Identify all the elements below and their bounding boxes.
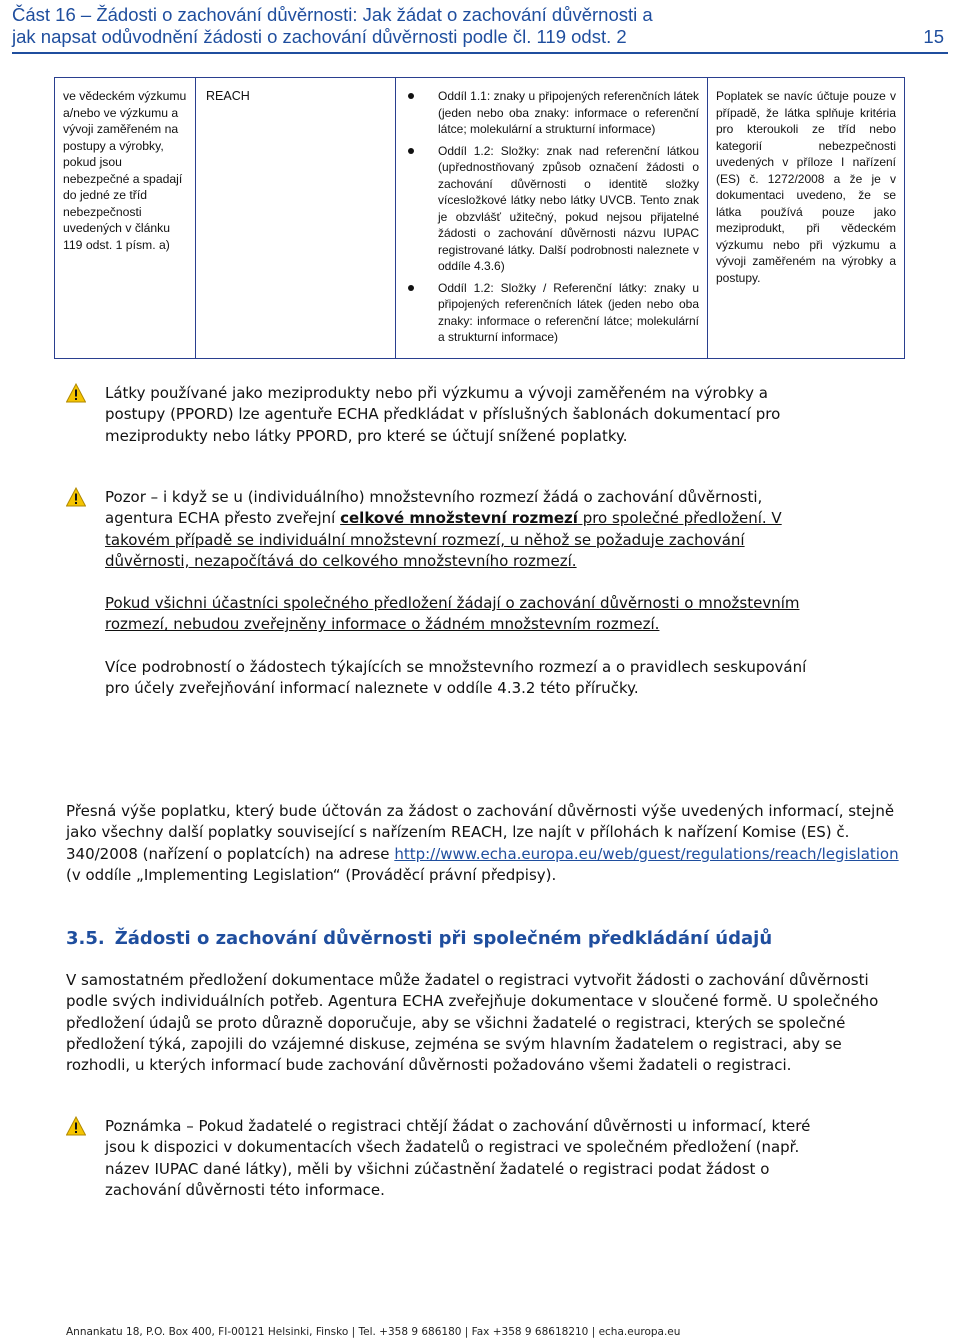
list-item bbox=[408, 143, 699, 275]
list-item-text: Oddíl 1.2: Složky / Referenční látky: znaky u připojených referenčních látek (jeden nebo oba znaky: informace o referenční látce; molekulární a strukturní informace) bbox=[438, 280, 699, 344]
note-tonnage-p1-end: pro společné předložení. V takovém případě se individuální množstevní rozmezí, u něhož se požaduje zachování důvěrnosti, nezapočítává do celkového množstevního rozmezí. bbox=[105, 509, 782, 570]
note-joint-text: Poznámka – Pokud žadatelé o registraci chtějí žádat o zachování důvěrnosti u informací, které jsou k dispozici v dokumentacích všech žadatelů o registraci ve společném předložení (např. název IUPAC dané látky), měli by všichni zúčastnění žadatelé o registraci podat žádost o zachování důvěrnosti této informace. bbox=[105, 1117, 811, 1199]
note-tonnage-p2: Pokud všichni účastníci společného předložení žádají o zachování důvěrnosti o množstevním rozmezí, nebudou zveřejněny informace o žádném množstevním rozmezí. bbox=[105, 594, 800, 634]
note-ppord bbox=[66, 383, 826, 447]
legislation-link[interactable]: http://www.echa.europa.eu/web/guest/regulations/reach/legislation bbox=[394, 844, 899, 863]
note-joint bbox=[66, 1116, 826, 1201]
warning-icon bbox=[66, 1116, 86, 1136]
list-item bbox=[408, 280, 699, 346]
page-header bbox=[12, 4, 948, 54]
note-tonnage bbox=[66, 487, 826, 699]
list-item-text: Oddíl 1.1: znaky u připojených referenčních látek (jeden nebo oba znaky: informace o referenční látce; molekulární a strukturní informace) bbox=[438, 89, 699, 136]
section-title: Žádosti o zachování důvěrnosti při společném předkládání údajů bbox=[114, 928, 773, 949]
table-cell-sections bbox=[396, 78, 708, 358]
header-title-line-1: Část 16 – Žádosti o zachování důvěrnosti: Jak žádat o zachování důvěrnosti a bbox=[12, 4, 653, 25]
bullet-icon bbox=[408, 285, 414, 291]
section-number: 3.5. bbox=[66, 928, 105, 949]
header-title-line-2: jak napsat odůvodnění žádosti o zachování důvěrnosti podle čl. 119 odst. 2 bbox=[12, 26, 627, 47]
bullet-icon bbox=[408, 148, 414, 154]
warning-icon bbox=[66, 487, 86, 507]
fee-paragraph-text-end: (v oddíle „Implementing Legislation“ (Prováděcí právní předpisy). bbox=[66, 865, 557, 884]
note-tonnage-p1 bbox=[105, 487, 826, 572]
table-row bbox=[54, 77, 905, 359]
note-ppord-text: Látky používané jako meziprodukty nebo při výzkumu a vývoji zaměřeném na výrobky a postupy (PPORD) lze agentuře ECHA předkládat v příslušných šablonách dokumentací pro meziprodukty nebo látky PPORD, pro které se účtují snížené poplatky. bbox=[105, 384, 781, 445]
page-footer: Annankatu 18, P.O. Box 400, FI-00121 Helsinki, Finsko | Tel. +358 9 686180 | Fax +358 9 68618210 | echa.europa.eu bbox=[66, 1326, 681, 1338]
table-cell-scope: ve vědeckém výzkumu a/nebo ve výzkumu a vývoji zaměřeném na postupy a výrobky, pokud jsou nebezpečné a spadají do jedné ze tříd nebezpečnosti uvedených v článku 119 odst. 1 písm. a) bbox=[55, 78, 196, 358]
sections-list bbox=[408, 88, 699, 346]
note-tonnage-p3: Více podrobností o žádostech týkajících se množstevního rozmezí a o pravidlech seskupování pro účely zveřejňování informací naleznete v oddíle 4.3.2 této příručky. bbox=[105, 657, 807, 698]
fee-paragraph-text: Přesná výše poplatku, který bude účtován za žádost o zachování důvěrnosti výše uvedených informací, stejně jako všechny další poplatky související s nařízením REACH, lze najít v přílohách k nařízení Komise (ES) č. 340/2008 (nařízení o poplatcích) na adrese bbox=[66, 802, 895, 863]
table-cell-fee-note: Poplatek se navíc účtuje pouze v případě, že látka splňuje kritéria pro kteroukoli ze tříd nebo kategorií nebezpečnosti uvedených v příloze I nařízení (ES) č. 1272/2008 a že je v dokumentaci uvedeno, že se látka používá pouze jako meziprodukt, při vědeckém výzkumu nebo při výzkumu a vývoji zaměřeném na výrobky a postupy. bbox=[716, 89, 896, 285]
warning-icon bbox=[66, 383, 86, 403]
header-page-number: 15 bbox=[923, 26, 944, 47]
section-paragraph bbox=[66, 970, 906, 1076]
section-paragraph-text: V samostatném předložení dokumentace může žadatel o registraci vytvořit žádosti o zachování důvěrnosti podle svých individuálních potřeb. Agentura ECHA zveřejňuje dokumentace v sloučené formě. U společného předložení údajů se proto důrazně doporučuje, aby se všichni žadatelé o registraci, kterých se společné předložení týká, zapojili do vzájemné diskuse, zejména se svým hlavním žadatelem o registraci, aby se rozhodli, u kterých informací bude zachování důvěrnosti požadováno všemi žadateli o registraci. bbox=[66, 971, 879, 1075]
note-tonnage-p1-start: Pozor – i když se u (individuálního) množstevního rozmezí žádá o zachování důvěrnosti, agentura ECHA přesto zveřejní bbox=[105, 488, 763, 528]
fee-paragraph bbox=[66, 801, 906, 886]
list-item bbox=[408, 88, 699, 138]
section-heading bbox=[66, 928, 772, 949]
list-item-text: Oddíl 1.2: Složky: znak nad referenční látkou (upřednostňovaný způsob označení žádosti o zachování důvěrnosti o identitě složky vícesložkové látky nebo látky UVCB. Tento znak je obzvlášť užitečný, pokud nejsou přijatelné žádosti o zachování důvěrnosti názvu IUPAC registrované látky. Další podrobnosti naleznete v oddíle 4.3.6) bbox=[438, 143, 699, 273]
bullet-icon bbox=[408, 93, 414, 99]
total-tonnage-band-term: celkové množstevní rozmezí bbox=[340, 509, 578, 528]
table-cell-regulation: REACH bbox=[196, 78, 396, 358]
